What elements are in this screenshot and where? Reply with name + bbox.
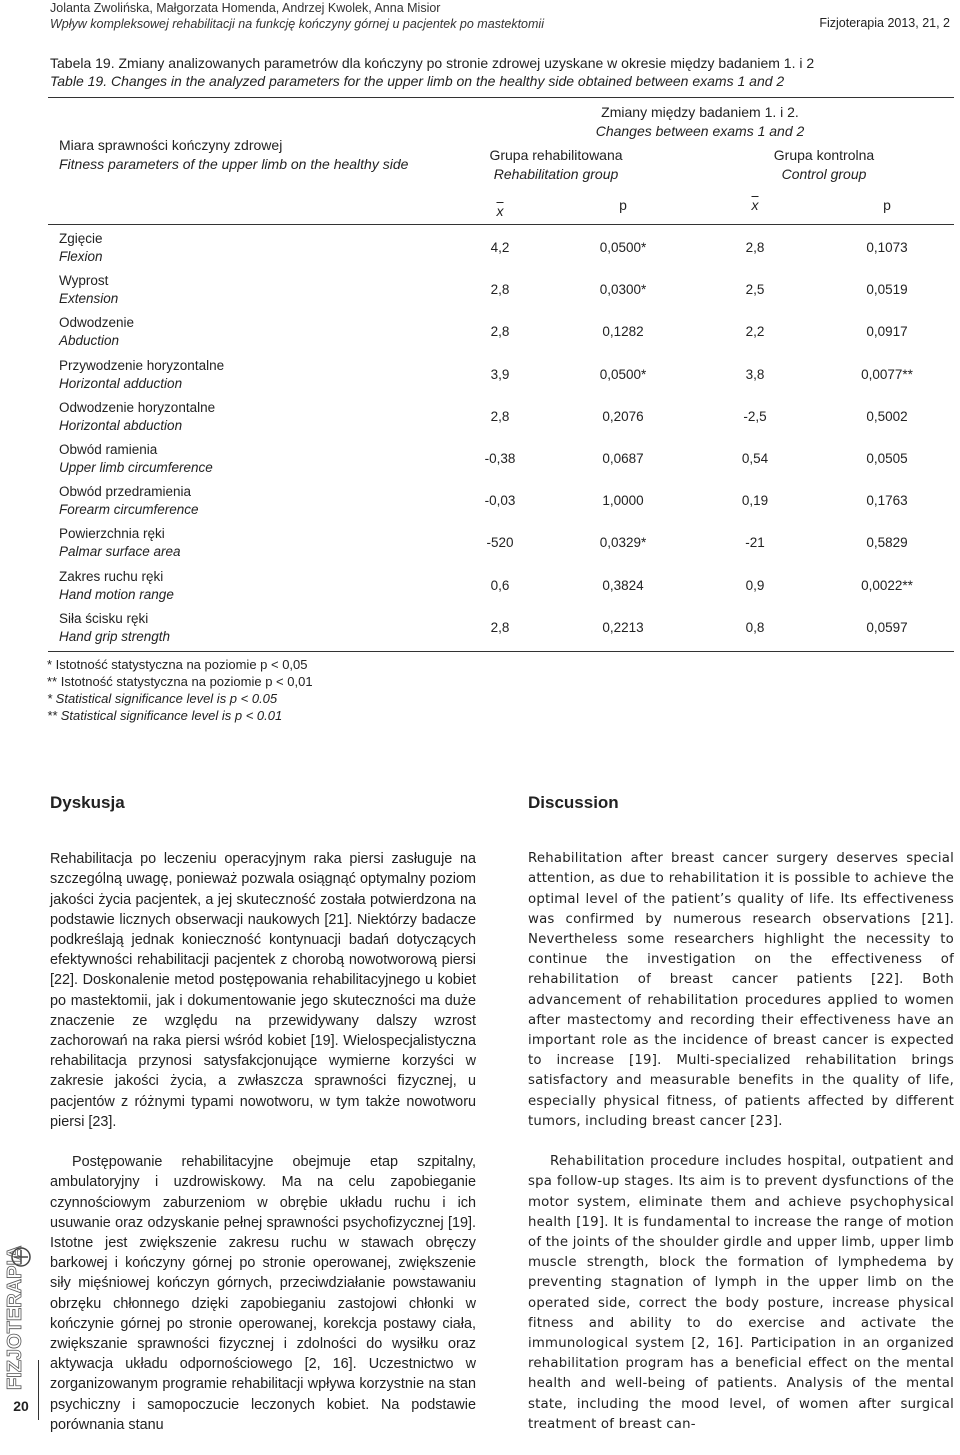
cell-x-rehab: 2,8 (490, 324, 510, 340)
header-journal: Fizjoterapia 2013, 21, 2 (819, 16, 950, 30)
cell-x-control: 0,19 (741, 493, 769, 509)
cell-x-rehab: 4,2 (490, 240, 510, 255)
note-significance-1-en: * Statistical significance level is p < 0.05 (47, 691, 278, 706)
first-col-header (59, 136, 409, 174)
row-label-pl: Przywodzenie horyzontalne (59, 357, 225, 373)
col-header-x-rehab: $\overline{x}$ (496, 203, 504, 219)
cell-p-rehab: 0,2076 (602, 408, 644, 424)
row-label-pl: Zakres ruchu ręki (59, 568, 164, 584)
cell-x-rehab: 3,9 (490, 366, 510, 382)
journal-logo (4, 1245, 38, 1395)
row-label-pl: Wyprost (59, 273, 109, 289)
col-header-x-control: $\overline{x}$ (751, 197, 759, 213)
changes-header (460, 103, 940, 141)
row-label (59, 441, 429, 477)
group-rehab-header-pl: Grupa rehabilitowana (489, 147, 623, 163)
cell-p-control: 0,0505 (866, 451, 908, 466)
discussion-pl-paragraph-2: Postępowanie rehabilitacyjne obejmuje etap szpitalny, ambulatoryjny i uzdrowiskowy. Ma na celu zapobieganie czynnościowym zaburzeniom w obrębie układu ruchu i ich usuwanie oraz odzyskanie pełnej sprawności psychofizycznej [19]. Istotne jest zwiększenie zakresu ruchu w stawach obręczy barkowej i kończyny górnej po stronie operowanej, zwiększenie siły mięśniowej kończyn górnych, przeciwdziałanie powstawaniu obrzęku chłonnego dzięki zapobieganiu zastojowi chłonki w kończynie górnej po stronie operowanej, korekcja postawy ciała, zwiększanie sprawności fizycznej i zdolności do wysiłku oraz aktywacja układu odpornościowego [2, 16]. Uczestnictwo w zorganizowanym programie rehabilitacji wpływa korzystnie na stan psychiczny i samopoczucie leczonych kobiet. Na podstawie porównania stanu (50, 1154, 476, 1433)
cell-x-rehab: 2,8 (490, 408, 510, 424)
note-significance-2-pl: ** Istotność statystyczna na poziomie p < 0,01 (47, 674, 313, 689)
table-bottom-rule (48, 651, 954, 652)
first-col-header-pl: Miara sprawności kończyny zdrowej (59, 137, 283, 153)
row-label (59, 230, 429, 266)
discussion-pl-body (50, 829, 476, 1455)
cell-x-rehab: -520 (486, 535, 514, 551)
table-caption-en: Table 19. Changes in the analyzed parameters for the upper limb on the healthy side obtained between exams 1 and 2 (50, 73, 785, 89)
first-col-header-en: Fitness parameters of the upper limb on the healthy side (59, 156, 409, 172)
cell-p-control: 0,0597 (866, 619, 908, 635)
cell-p-control: 0,0519 (866, 282, 908, 298)
journal-logo-graphic (4, 1245, 38, 1395)
col-header-p-rehab: p (619, 197, 627, 213)
cell-p-control: 0,0022** (861, 577, 913, 593)
section-title-discussion: Discussion (528, 793, 619, 812)
cell-x-rehab: 2,8 (490, 619, 510, 635)
cell-x-rehab: 0,6 (490, 577, 510, 593)
table-top-rule (48, 97, 954, 98)
group-control-header-pl: Grupa kontrolna (773, 147, 875, 163)
row-label-en: Flexion (59, 249, 103, 264)
cell-x-rehab: -0,03 (484, 493, 516, 509)
col-header-p-control: p (883, 197, 891, 213)
header-article-title: Wpływ kompleksowej rehabilitacji na funkcję kończyny górnej u pacjentek po mastektomii (50, 17, 544, 31)
cell-x-control: 0,54 (741, 451, 769, 466)
row-label-en: Palmar surface area (59, 544, 181, 560)
cell-p-rehab: 0,0500* (599, 240, 647, 255)
row-label-en: Upper limb circumference (59, 460, 213, 475)
row-label-pl: Obwód ramienia (59, 442, 158, 457)
group-control-header (714, 146, 934, 184)
cell-x-control: 2,5 (745, 282, 765, 298)
cell-x-rehab: -0,38 (484, 451, 516, 466)
row-label (59, 610, 429, 646)
cell-x-control: 3,8 (745, 366, 765, 382)
note-significance-2-en: ** Statistical significance level is p < 0.01 (47, 708, 283, 723)
row-label-pl: Odwodzenie horyzontalne (59, 399, 216, 415)
cell-p-rehab: 0,0300* (599, 282, 647, 298)
row-label-pl: Siła ścisku ręki (59, 610, 149, 626)
cell-p-control: 0,0917 (866, 324, 908, 340)
cell-p-rehab: 0,2213 (602, 619, 644, 635)
page-number: 20 (13, 1398, 29, 1414)
row-label-pl: Powierzchnia ręki (59, 526, 165, 542)
cell-x-control: 2,2 (745, 324, 765, 340)
cell-p-control: 0,1073 (866, 240, 908, 255)
group-control-header-en: Control group (781, 166, 867, 182)
row-label-pl: Obwód przedramienia (59, 484, 192, 500)
note-significance-1-pl: * Istotność statystyczna na poziomie p < 0,05 (47, 657, 308, 672)
cell-p-control: 0,0077** (861, 366, 913, 382)
row-label-pl: Zgięcie (59, 231, 103, 246)
row-label (59, 314, 429, 350)
cell-p-rehab: 0,0329* (599, 535, 647, 551)
row-label (59, 399, 429, 435)
row-label (59, 568, 429, 604)
table-header-rule (48, 224, 954, 225)
discussion-en-paragraph-2: Rehabilitation procedure includes hospital, outpatient and spa follow-up stages. Its aim is to prevent dysfunctions of the motor system, eliminate them and achieve psychophysical health [19]. It is fundamental to increase the range of motion of the joints of the shoulder girdle and upper limb, upper limb muscle strength, block the formation of lymphedema by preventing stagnation of lymph in the upper limb on the operated side, correct the body posture, increase physical fitness and ability to do exercise and activate the immunological system [2, 16]. Participation in an organized rehabilitation program has a beneficial effect on the mental health and well-being of patients. Analysis of the mental state, including the mood level, of women after surgical treatment of breast can- (528, 1154, 954, 1432)
group-rehab-header-en: Rehabilitation group (493, 166, 619, 182)
discussion-en-body (528, 829, 954, 1455)
row-label (59, 357, 429, 393)
header-authors: Jolanta Zwolińska, Małgorzata Homenda, Andrzej Kwolek, Anna Misior (50, 1, 441, 15)
cell-p-rehab: 0,0500* (599, 366, 647, 382)
row-label-en: Extension (59, 291, 119, 307)
cell-x-control: -2,5 (743, 408, 767, 424)
discussion-en-paragraph-1: Rehabilitation after breast cancer surgery deserves special attention, as due to rehabilitation it is possible to achieve the optimal level of the patient’s quality of life. Its effectiveness was confirmed by numerous research observations [21]. Nevertheless some researchers highlight the necessity to continue the investigation on the effectiveness of rehabilitation of breast cancer patients [22]. Both advancement of rehabilitation procedures applied to women after mastectomy and recording their effectiveness have an important role as the incidence of breast cancer is expected to increase [19]. Multi-specialized rehabilitation brings satisfactory and measurable benefits in the quality of life, especially physical fitness, of patients affected by different tumors, including breast cancer [23]. (528, 851, 954, 1129)
cell-x-control: -21 (745, 535, 765, 551)
sidebar-divider (38, 1360, 39, 1420)
cell-x-control: 0,8 (745, 619, 765, 635)
cell-p-control: 0,5829 (866, 535, 908, 551)
table-caption-pl: Tabela 19. Zmiany analizowanych parametrów dla kończyny po stronie zdrowej uzyskane w okresie między badaniem 1. i 2 (50, 55, 815, 71)
row-label (59, 272, 429, 308)
cell-x-control: 0,9 (745, 577, 765, 593)
row-label-en: Horizontal abduction (59, 417, 183, 433)
cell-p-rehab: 1,0000 (602, 493, 644, 509)
row-label-en: Hand grip strength (59, 628, 171, 644)
cell-p-control: 0,5002 (866, 408, 908, 424)
group-rehab-header (446, 146, 666, 184)
cell-x-rehab: 2,8 (490, 282, 510, 298)
changes-header-en: Changes between exams 1 and 2 (595, 123, 805, 139)
cell-p-rehab: 0,1282 (602, 324, 644, 340)
row-label-en: Hand motion range (59, 586, 174, 602)
row-label-en: Horizontal adduction (59, 375, 183, 391)
row-label (59, 483, 429, 519)
section-title-dyskusja: Dyskusja (50, 793, 125, 812)
cell-x-control: 2,8 (745, 240, 765, 255)
changes-header-pl: Zmiany między badaniem 1. i 2. (601, 104, 799, 120)
logo-text: FIZJOTERAPIA (4, 1245, 26, 1390)
row-label-pl: Odwodzenie (59, 315, 135, 331)
row-label-en: Forearm circumference (59, 502, 199, 518)
cell-p-rehab: 0,3824 (602, 577, 644, 593)
discussion-pl-paragraph-1: Rehabilitacja po leczeniu operacyjnym raka piersi zasługuje na szczególną uwagę, ponieważ pozwala osiągnąć optymalny poziom jakości życia pacjentek, a jej skuteczność została potwierdzona na podstawie licznych obserwacji naukowych [21]. Niektórzy badacze podkreślają jednak konieczność kontynuacji badań dotyczących efektywności rehabilitacji pacjentek z chorobą nowotworową piersi [22]. Doskonalenie metod postępowania rehabilitacyjnego u kobiet po mastektomii, jak i dokumentowanie jego skuteczności ma duże znaczenie ze względu na przewidywany dalszy wzrost zachorowań na raka piersi wśród kobiet [19]. Wielospecjalistyczna rehabilitacja przynosi satysfakcjonujące wymierne korzyści w zakresie jakości życia, a zwłaszcza sprawności fizycznej, u pacjentów z różnymi typami nowotworu, w tym także nowotworu piersi [23]. (50, 851, 476, 1130)
cell-p-control: 0,1763 (866, 493, 908, 509)
row-label-en: Abduction (59, 333, 120, 349)
row-label (59, 525, 429, 561)
cell-p-rehab: 0,0687 (602, 451, 644, 466)
